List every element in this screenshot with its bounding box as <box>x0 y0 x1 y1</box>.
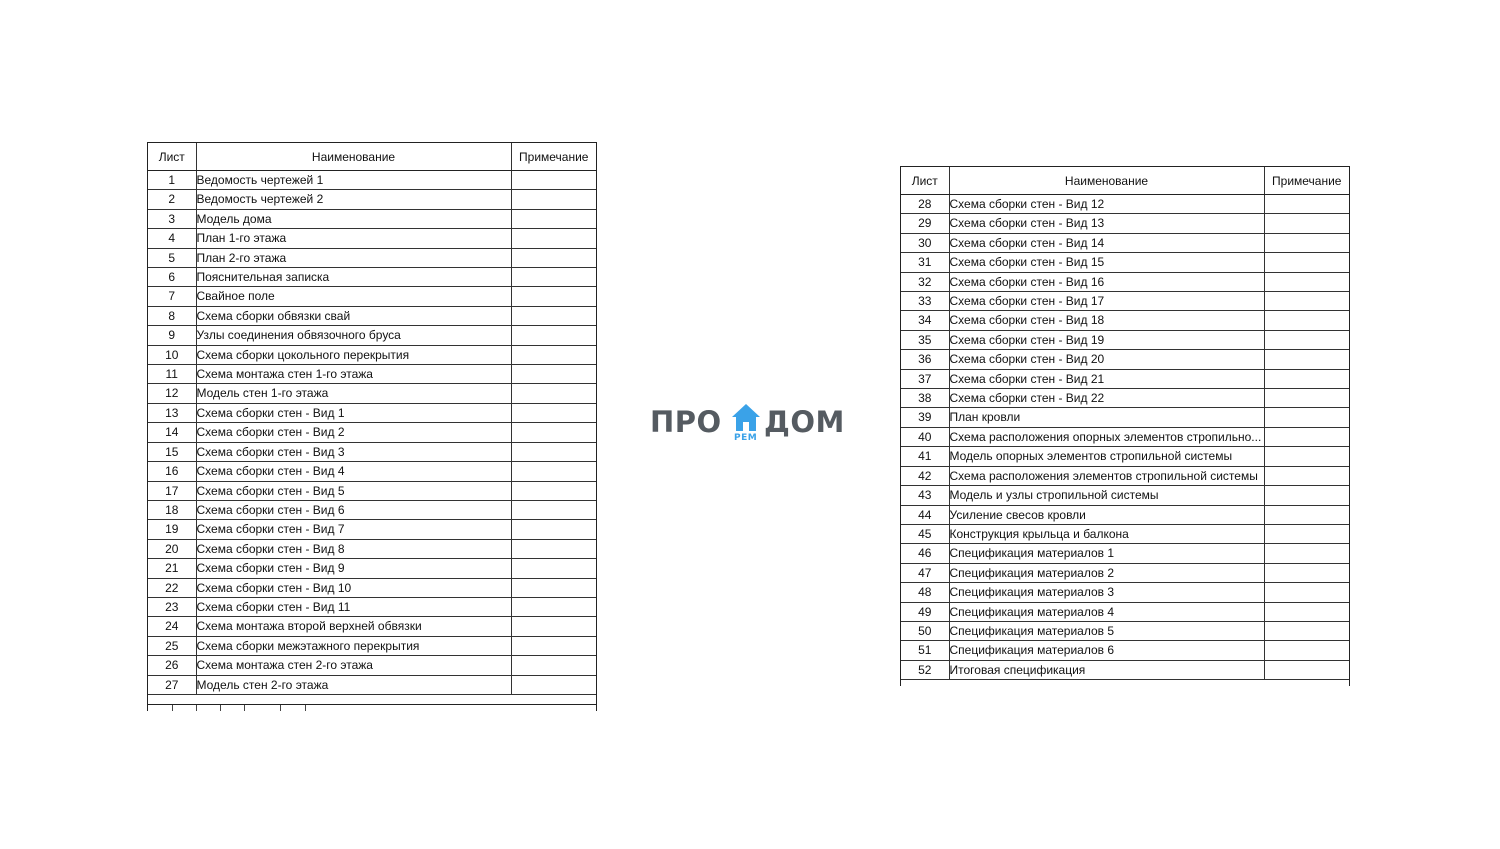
table-row <box>901 447 1349 466</box>
table-row <box>148 520 596 539</box>
table-row <box>148 268 596 287</box>
table-row <box>148 500 596 519</box>
sheet-note-cell <box>1264 621 1349 640</box>
sheet-name-cell: Схема сборки стен - Вид 11 <box>196 597 511 616</box>
sheet-number-cell: 35 <box>901 330 949 349</box>
table-row <box>148 423 596 442</box>
sheet-number-cell: 30 <box>901 233 949 252</box>
sheet-name-cell: Схема сборки стен - Вид 17 <box>949 292 1264 311</box>
sheet-name-cell: Итоговая спецификация <box>949 660 1264 679</box>
house-icon <box>730 402 762 434</box>
logo-word-dom: ДОМ <box>764 405 845 439</box>
table-row <box>148 636 596 655</box>
sheet-name-cell: Схема сборки обвязки свай <box>196 306 511 325</box>
sheet-name-cell: Схема сборки цокольного перекрытия <box>196 345 511 364</box>
sheet-note-cell <box>511 287 596 306</box>
sheet-number-cell: 2 <box>148 190 196 209</box>
sheet-number-cell: 45 <box>901 524 949 543</box>
table-row <box>901 641 1349 660</box>
sheet-name-cell: Схема монтажа стен 1-го этажа <box>196 365 511 384</box>
sheet-name-cell: Спецификация материалов 2 <box>949 563 1264 582</box>
sheet-name-cell: Схема сборки стен - Вид 6 <box>196 500 511 519</box>
sheet-note-cell <box>511 559 596 578</box>
sheet-name-cell: Схема сборки стен - Вид 15 <box>949 253 1264 272</box>
sheet-note-cell <box>1264 233 1349 252</box>
sheet-number-cell: 50 <box>901 621 949 640</box>
sheet-note-cell <box>1264 253 1349 272</box>
sheet-name-cell: Схема сборки стен - Вид 16 <box>949 272 1264 291</box>
table-row <box>148 539 596 558</box>
sheet-name-cell: Схема сборки стен - Вид 20 <box>949 350 1264 369</box>
sheet-note-cell <box>511 384 596 403</box>
table-row <box>148 345 596 364</box>
sheet-name-cell: Усиление свесов кровли <box>949 505 1264 524</box>
sheet-note-cell <box>511 656 596 675</box>
sheet-name-cell: Узлы соединения обвязочного бруса <box>196 326 511 345</box>
sheet-number-cell: 44 <box>901 505 949 524</box>
sheet-number-cell: 7 <box>148 287 196 306</box>
sheet-number-cell: 39 <box>901 408 949 427</box>
sheet-note-cell <box>511 403 596 422</box>
sheet-note-cell <box>1264 272 1349 291</box>
header-sheet: Лист <box>901 167 949 195</box>
sheet-note-cell <box>511 365 596 384</box>
sheet-name-cell: Схема сборки стен - Вид 14 <box>949 233 1264 252</box>
sheet-note-cell <box>1264 447 1349 466</box>
sheet-name-cell: Схема расположения элементов стропильной системы <box>949 466 1264 485</box>
header-sheet: Лист <box>148 143 196 171</box>
sheet-number-cell: 43 <box>901 486 949 505</box>
table-row <box>901 330 1349 349</box>
sheet-note-cell <box>1264 311 1349 330</box>
sheet-number-cell: 32 <box>901 272 949 291</box>
sheet-name-cell: Ведомость чертежей 2 <box>196 190 511 209</box>
sheet-name-cell: Схема сборки стен - Вид 3 <box>196 442 511 461</box>
sheet-number-cell: 41 <box>901 447 949 466</box>
sheet-number-cell: 26 <box>148 656 196 675</box>
sheet-name-cell: Схема сборки стен - Вид 21 <box>949 369 1264 388</box>
sheet-number-cell: 33 <box>901 292 949 311</box>
logo-word-pro: ПРО <box>650 405 722 439</box>
sheet-name-cell: Модель стен 2-го этажа <box>196 675 511 694</box>
table-row <box>148 190 596 209</box>
table-row <box>901 427 1349 446</box>
table-row <box>148 229 596 248</box>
sheet-number-cell: 5 <box>148 248 196 267</box>
sheet-name-cell: Модель стен 1-го этажа <box>196 384 511 403</box>
sheet-name-cell: Спецификация материалов 1 <box>949 544 1264 563</box>
sheet-note-cell <box>1264 369 1349 388</box>
table-row <box>901 311 1349 330</box>
table-row <box>148 248 596 267</box>
table-row <box>148 209 596 228</box>
sheet-number-cell: 25 <box>148 636 196 655</box>
sheet-number-cell: 34 <box>901 311 949 330</box>
sheet-note-cell <box>511 229 596 248</box>
sheet-number-cell: 40 <box>901 427 949 446</box>
table-bottom-gap <box>148 695 596 705</box>
table-row <box>901 350 1349 369</box>
sheet-note-cell <box>511 326 596 345</box>
sheet-number-cell: 18 <box>148 500 196 519</box>
sheet-note-cell <box>511 539 596 558</box>
sheet-note-cell <box>511 578 596 597</box>
sheet-note-cell <box>1264 544 1349 563</box>
sheet-note-cell <box>1264 660 1349 679</box>
sheet-note-cell <box>1264 427 1349 446</box>
sheet-name-cell: Спецификация материалов 3 <box>949 583 1264 602</box>
table-bottom-gap <box>901 680 1349 686</box>
table-row <box>901 233 1349 252</box>
table-row <box>148 326 596 345</box>
sheet-name-cell: Пояснительная записка <box>196 268 511 287</box>
sheet-note-cell <box>1264 408 1349 427</box>
sheet-number-cell: 15 <box>148 442 196 461</box>
table-row <box>901 621 1349 640</box>
sheet-number-cell: 17 <box>148 481 196 500</box>
sheet-number-cell: 13 <box>148 403 196 422</box>
sheet-number-cell: 36 <box>901 350 949 369</box>
table-row <box>901 583 1349 602</box>
table-row <box>901 195 1349 214</box>
sheet-name-cell: Модель дома <box>196 209 511 228</box>
drawing-list-left <box>148 143 596 695</box>
sheet-name-cell: Схема сборки стен - Вид 10 <box>196 578 511 597</box>
sheet-name-cell: Спецификация материалов 4 <box>949 602 1264 621</box>
table-row <box>901 486 1349 505</box>
sheet-number-cell: 52 <box>901 660 949 679</box>
table-row <box>901 292 1349 311</box>
table-row <box>148 403 596 422</box>
sheet-number-cell: 4 <box>148 229 196 248</box>
table-row <box>148 462 596 481</box>
sheet-number-cell: 23 <box>148 597 196 616</box>
sheet-name-cell: План 1-го этажа <box>196 229 511 248</box>
sheet-number-cell: 48 <box>901 583 949 602</box>
table-row <box>901 272 1349 291</box>
sheet-note-cell <box>511 520 596 539</box>
table-row <box>148 442 596 461</box>
drawing-list-table-right <box>900 166 1350 686</box>
sheet-note-cell <box>511 597 596 616</box>
sheet-number-cell: 16 <box>148 462 196 481</box>
sheet-number-cell: 27 <box>148 675 196 694</box>
table-row <box>148 384 596 403</box>
table-row <box>148 481 596 500</box>
table-row <box>901 505 1349 524</box>
sheet-number-cell: 6 <box>148 268 196 287</box>
table-row <box>901 389 1349 408</box>
sheet-name-cell: Схема сборки межэтажного перекрытия <box>196 636 511 655</box>
sheet-number-cell: 1 <box>148 171 196 190</box>
sheet-name-cell: Схема сборки стен - Вид 19 <box>949 330 1264 349</box>
table-row <box>901 369 1349 388</box>
sheet-note-cell <box>1264 505 1349 524</box>
table-row <box>148 578 596 597</box>
table-row <box>148 306 596 325</box>
sheet-number-cell: 19 <box>148 520 196 539</box>
sheet-name-cell: Схема монтажа стен 2-го этажа <box>196 656 511 675</box>
sheet-name-cell: Модель и узлы стропильной системы <box>949 486 1264 505</box>
logo-sub-text: РЕМ <box>734 433 758 443</box>
sheet-note-cell <box>1264 214 1349 233</box>
header-row <box>901 167 1349 195</box>
sheet-note-cell <box>511 268 596 287</box>
sheet-name-cell: Схема сборки стен - Вид 13 <box>949 214 1264 233</box>
sheet-number-cell: 29 <box>901 214 949 233</box>
sheet-number-cell: 3 <box>148 209 196 228</box>
header-name: Наименование <box>196 143 511 171</box>
drawing-list-table-left <box>147 142 597 711</box>
sheet-note-cell <box>511 481 596 500</box>
table-row <box>148 656 596 675</box>
sheet-number-cell: 31 <box>901 253 949 272</box>
sheet-name-cell: Свайное поле <box>196 287 511 306</box>
sheet-note-cell <box>1264 583 1349 602</box>
sheet-note-cell <box>511 171 596 190</box>
sheet-name-cell: Схема сборки стен - Вид 4 <box>196 462 511 481</box>
sheet-name-cell: Спецификация материалов 6 <box>949 641 1264 660</box>
header-name: Наименование <box>949 167 1264 195</box>
table-row <box>901 524 1349 543</box>
sheet-note-cell <box>511 209 596 228</box>
sheet-note-cell <box>1264 486 1349 505</box>
drawing-list-left-body <box>148 171 596 695</box>
sheet-note-cell <box>511 306 596 325</box>
sheet-name-cell: Ведомость чертежей 1 <box>196 171 511 190</box>
sheet-number-cell: 46 <box>901 544 949 563</box>
sheet-number-cell: 12 <box>148 384 196 403</box>
sheet-name-cell: План кровли <box>949 408 1264 427</box>
sheet-note-cell <box>511 442 596 461</box>
sheet-number-cell: 42 <box>901 466 949 485</box>
table-row <box>148 597 596 616</box>
sheet-number-cell: 8 <box>148 306 196 325</box>
sheet-note-cell <box>1264 466 1349 485</box>
sheet-note-cell <box>511 617 596 636</box>
sheet-name-cell: Модель опорных элементов стропильной системы <box>949 447 1264 466</box>
header-note: Примечание <box>511 143 596 171</box>
table-row <box>901 602 1349 621</box>
sheet-number-cell: 51 <box>901 641 949 660</box>
sheet-number-cell: 9 <box>148 326 196 345</box>
table-row <box>148 287 596 306</box>
sheet-number-cell: 37 <box>901 369 949 388</box>
sheet-note-cell <box>511 500 596 519</box>
sheet-name-cell: Схема сборки стен - Вид 12 <box>949 195 1264 214</box>
sheet-name-cell: Схема сборки стен - Вид 1 <box>196 403 511 422</box>
sheet-number-cell: 28 <box>901 195 949 214</box>
sheet-name-cell: План 2-го этажа <box>196 248 511 267</box>
sheet-number-cell: 22 <box>148 578 196 597</box>
sheet-name-cell: Схема сборки стен - Вид 5 <box>196 481 511 500</box>
header-row <box>148 143 596 171</box>
table-row <box>901 408 1349 427</box>
table-row <box>148 365 596 384</box>
sheet-note-cell <box>1264 330 1349 349</box>
sheet-note-cell <box>1264 292 1349 311</box>
sheet-note-cell <box>1264 524 1349 543</box>
sheet-note-cell <box>511 345 596 364</box>
table-row <box>901 563 1349 582</box>
sheet-number-cell: 20 <box>148 539 196 558</box>
sheet-note-cell <box>1264 350 1349 369</box>
table-row <box>901 214 1349 233</box>
sheet-note-cell <box>1264 563 1349 582</box>
drawing-list-right-body <box>901 195 1349 680</box>
sheet-number-cell: 11 <box>148 365 196 384</box>
sheet-note-cell <box>511 190 596 209</box>
drawing-list-right <box>901 167 1349 680</box>
sheet-number-cell: 24 <box>148 617 196 636</box>
sheet-note-cell <box>1264 389 1349 408</box>
table-row <box>148 617 596 636</box>
sheet-note-cell <box>511 462 596 481</box>
sheet-name-cell: Схема сборки стен - Вид 18 <box>949 311 1264 330</box>
sheet-name-cell: Схема сборки стен - Вид 9 <box>196 559 511 578</box>
sheet-name-cell: Конструкция крыльца и балкона <box>949 524 1264 543</box>
table-row <box>901 466 1349 485</box>
table-row <box>901 660 1349 679</box>
sheet-number-cell: 10 <box>148 345 196 364</box>
table-row <box>901 253 1349 272</box>
table-row <box>901 544 1349 563</box>
sheet-name-cell: Схема сборки стен - Вид 8 <box>196 539 511 558</box>
table-row <box>148 559 596 578</box>
sheet-number-cell: 49 <box>901 602 949 621</box>
sheet-number-cell: 21 <box>148 559 196 578</box>
table-row <box>148 171 596 190</box>
sheet-number-cell: 14 <box>148 423 196 442</box>
sheet-name-cell: Схема сборки стен - Вид 7 <box>196 520 511 539</box>
sheet-note-cell <box>1264 641 1349 660</box>
sheet-name-cell: Схема расположения опорных элементов стропильно... <box>949 427 1264 446</box>
sheet-number-cell: 47 <box>901 563 949 582</box>
sheet-name-cell: Схема сборки стен - Вид 22 <box>949 389 1264 408</box>
table-row <box>148 675 596 694</box>
sheet-note-cell <box>511 248 596 267</box>
sheet-name-cell: Спецификация материалов 5 <box>949 621 1264 640</box>
sheet-note-cell <box>511 636 596 655</box>
sheet-note-cell <box>511 675 596 694</box>
table-bottom-ticks <box>148 705 596 711</box>
header-note: Примечание <box>1264 167 1349 195</box>
sheet-note-cell <box>1264 602 1349 621</box>
pro-dom-logo <box>650 402 850 447</box>
sheet-name-cell: Схема сборки стен - Вид 2 <box>196 423 511 442</box>
sheet-note-cell <box>1264 195 1349 214</box>
sheet-number-cell: 38 <box>901 389 949 408</box>
sheet-name-cell: Схема монтажа второй верхней обвязки <box>196 617 511 636</box>
sheet-note-cell <box>511 423 596 442</box>
